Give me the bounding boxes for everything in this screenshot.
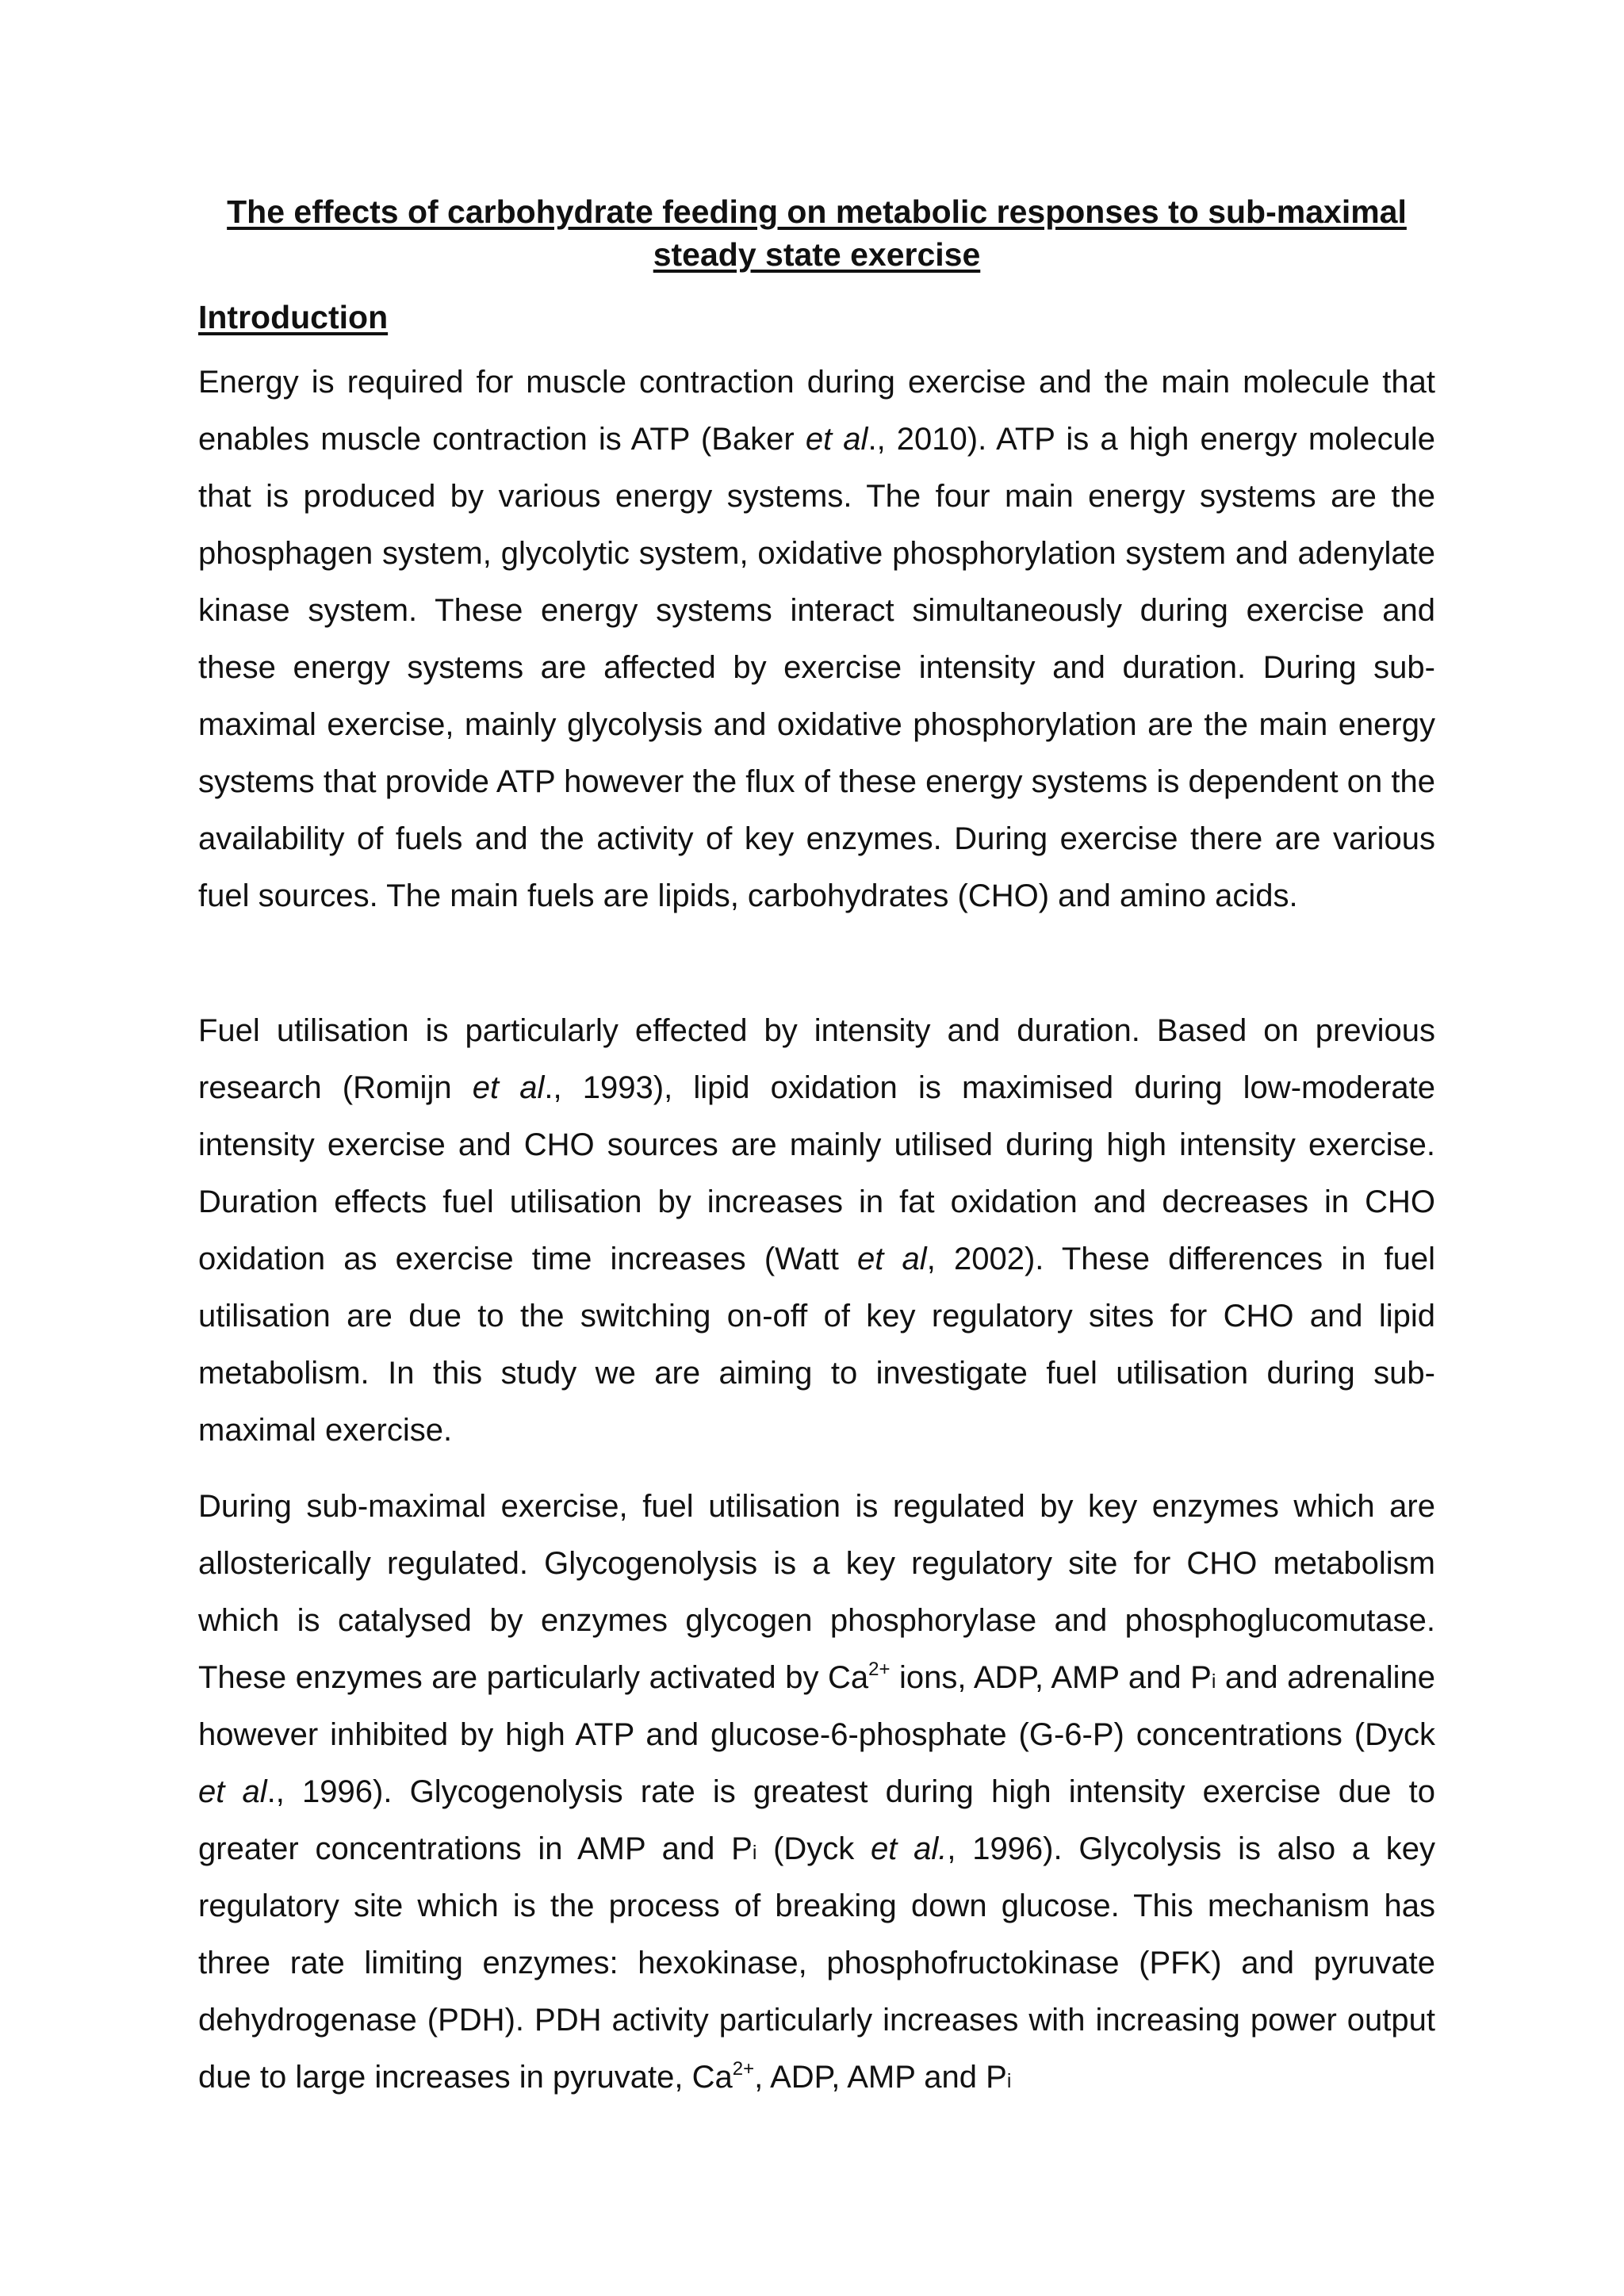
section-heading-introduction: Introduction bbox=[198, 299, 389, 335]
p1-text-b: ., 2010). ATP is a high energy molecule that is produced by various energy systems. The four main energy systems are the phosphagen system, glycolytic system, oxidative phosphorylation system and adenylate kinase system. These energy systems interact simultaneously during exercise and these energy systems are affected by exercise intensity and duration. During sub-maximal exercise, mainly glycolysis and oxidative phosphorylation are the main energy systems that provide ATP however the flux of these energy systems is dependent on the availability of fuels and the activity of key enzymes. During exercise there are various fuel sources. The main fuels are lipids, carbohydrates (CHO) and amino acids. bbox=[198, 422, 1435, 913]
p1-et-al: et al bbox=[805, 422, 868, 457]
p3-text-g: , ADP, AMP and P bbox=[754, 2060, 1007, 2095]
p3-superscript-2: 2+ bbox=[732, 2058, 755, 2080]
p2-text-c: , 2002). These differences in fuel utilisation are due to the switching on-off of key regulatory sites for CHO and lipid metabolism. In this study we are aiming to investigate fuel utilisation during sub-maximal exercise. bbox=[198, 1242, 1436, 1448]
p3-text-a: During sub-maximal exercise, fuel utilisation is regulated by key enzymes which are allosterically regulated. Glycogenolysis is a key regulatory site for CHO metabolism which is catalysed by enzymes glycogen phosphorylase and phosphoglucomutase. These enzymes are particularly activated by Ca bbox=[198, 1489, 1435, 1695]
p3-text-f: , 1996). Glycolysis is also a key regulatory site which is the process of breaking down glucose. This mechanism has three rate limiting enzymes: hexokinase, phosphofructokinase (PFK) and pyruvate dehydrogenase (PDH). PDH activity particularly increases with increasing power output due to large increases in pyruvate, Ca bbox=[198, 1831, 1435, 2095]
paragraph-2 bbox=[198, 1002, 1435, 1459]
p3-subscript-2: i bbox=[752, 1842, 757, 1864]
p3-et-al-2: et al. bbox=[871, 1831, 948, 1866]
p3-text-e: (Dyck bbox=[756, 1831, 871, 1866]
title-line-2: steady state exercise bbox=[653, 236, 981, 273]
p3-text-b: ions, ADP, AMP and P bbox=[890, 1660, 1212, 1695]
paragraph-1 bbox=[198, 354, 1435, 924]
paragraph-3 bbox=[198, 1478, 1435, 2106]
p2-et-al-1: et al bbox=[472, 1070, 545, 1105]
p3-text-c: and adrenaline however inhibited by high ATP and glucose-6-phosphate (G-6-P) concentrations (Dyck bbox=[198, 1660, 1435, 1752]
p2-text-a: Fuel utilisation is particularly effected by intensity and duration. Based on previous research (Romijn bbox=[198, 1013, 1435, 1105]
p3-et-al-1: et al bbox=[198, 1774, 267, 1809]
p2-text-b: ., 1993), lipid oxidation is maximised during low-moderate intensity exercise and CHO sources are mainly utilised during high intensity exercise. Duration effects fuel utilisation by increases in fat oxidation and decreases in CHO oxidation as exercise time increases (Watt bbox=[198, 1070, 1435, 1276]
p1-text-a: Energy is required for muscle contraction during exercise and the main molecule that enables muscle contraction is ATP (Baker bbox=[198, 365, 1435, 457]
p3-superscript-1: 2+ bbox=[868, 1659, 891, 1680]
p3-subscript-3: i bbox=[1006, 2070, 1012, 2092]
p3-subscript-1: i bbox=[1211, 1670, 1216, 1693]
p2-et-al-2: et al bbox=[857, 1242, 927, 1276]
title-line-1: The effects of carbohydrate feeding on metabolic responses to sub-maximal bbox=[227, 193, 1407, 230]
document-title bbox=[198, 190, 1435, 276]
p3-text-d: ., 1996). Glycogenolysis rate is greatest during high intensity exercise due to greater concentrations in AMP and P bbox=[198, 1774, 1435, 1866]
